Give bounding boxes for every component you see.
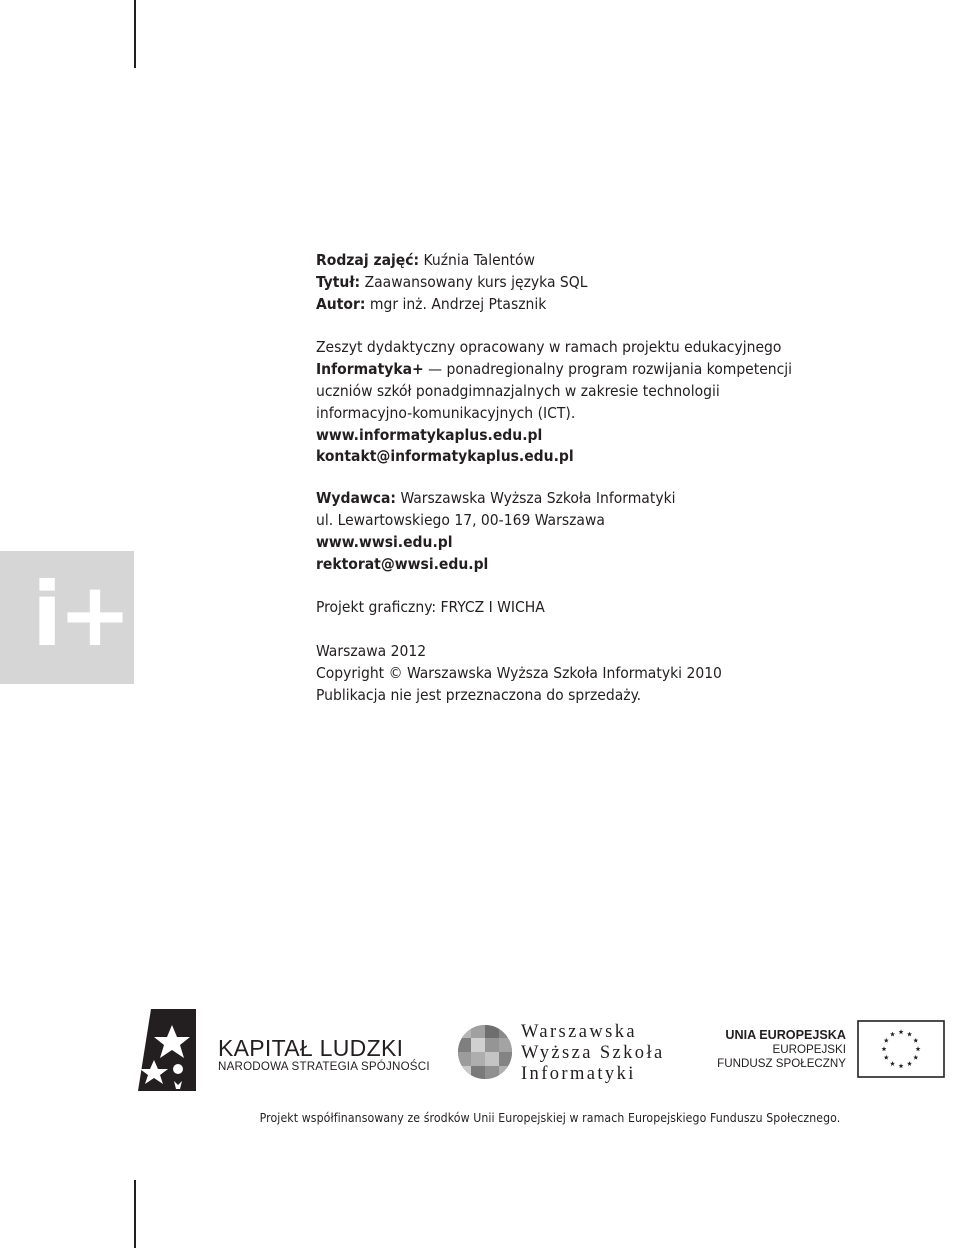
description-line-1: Zeszyt dydaktyczny opracowany w ramach projektu edukacyjnego xyxy=(316,338,782,357)
informatyka-plus-mark xyxy=(0,551,134,684)
eu-logo-line-1: UNIA EUROPEJSKA xyxy=(725,1028,846,1042)
description-line-2: Informatyka+ — ponadregionalny program rozwijania kompetencji xyxy=(316,360,793,379)
kapital-ludzki-logo-icon xyxy=(134,1005,198,1095)
publisher-address: ul. Lewartowskiego 17, 00-169 Warszawa xyxy=(316,510,605,529)
copyright-notice: Copyright © Warszawska Wyższa Szkoła Informatyki 2010 xyxy=(316,663,722,682)
graphic-design-credit: Projekt graficzny: FRYCZ I WICHA xyxy=(316,598,545,617)
publisher-website-link[interactable]: www.wwsi.edu.pl xyxy=(316,532,453,551)
eu-logo-line-2: EUROPEJSKI xyxy=(772,1043,846,1056)
description-line-4: informacyjno-komunikacyjnych (ICT). xyxy=(316,403,576,422)
wwsi-logo-line-3: Informatyki xyxy=(521,1064,636,1084)
project-website-link[interactable]: www.informatykaplus.edu.pl xyxy=(316,425,543,444)
wwsi-logo-icon xyxy=(457,1024,513,1080)
kapital-ludzki-title: KAPITAŁ LUDZKI xyxy=(218,1035,404,1061)
cofinancing-footer: Projekt współfinansowany ze środków Unii Europejskiej w ramach Europejskiego Funduszu Społecznego. xyxy=(259,1111,841,1125)
crop-mark-bottom xyxy=(134,1180,136,1248)
publisher-email-link[interactable]: rektorat@wwsi.edu.pl xyxy=(316,554,489,573)
informatyka-plus-mark-text: i+ xyxy=(32,563,128,666)
course-type-line: Rodzaj zajęć: Kuźnia Talentów xyxy=(316,251,535,269)
not-for-sale-notice: Publikacja nie jest przeznaczona do sprzedaży. xyxy=(316,685,642,704)
project-email-link[interactable]: kontakt@informatykaplus.edu.pl xyxy=(316,447,574,466)
title-line: Tytuł: Zaawansowany kurs języka SQL xyxy=(316,272,588,291)
crop-mark-top xyxy=(134,0,136,68)
eu-logo-line-3: FUNDUSZ SPOŁECZNY xyxy=(717,1057,846,1070)
place-year: Warszawa 2012 xyxy=(316,642,427,661)
author-line: Autor: mgr inż. Andrzej Ptasznik xyxy=(316,294,547,313)
wwsi-logo-line-1: Warszawska xyxy=(521,1022,637,1042)
kapital-ludzki-subtitle: NARODOWA STRATEGIA SPÓJNOŚCI xyxy=(218,1060,430,1073)
colophon xyxy=(316,250,876,707)
eu-flag-icon xyxy=(857,1020,945,1078)
publisher-line: Wydawca: Warszawska Wyższa Szkoła Informatyki xyxy=(316,489,676,508)
description-line-3: uczniów szkół ponadgimnazjalnych w zakresie technologii xyxy=(316,381,720,400)
wwsi-logo-line-2: Wyższa Szkoła xyxy=(521,1043,665,1063)
